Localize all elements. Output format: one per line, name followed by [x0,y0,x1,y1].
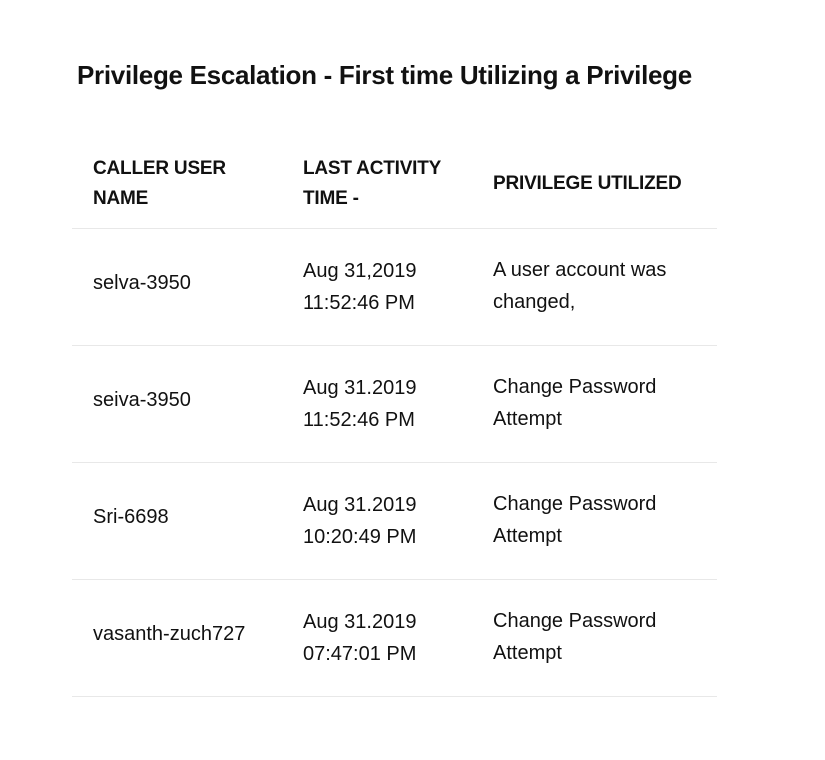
table-row[interactable] [72,229,717,346]
table-header-row [72,140,717,229]
column-header-caller-user-name[interactable] [72,154,303,214]
time-text: 10:20:49 PM [303,526,417,548]
cell-last-activity-time [303,463,493,553]
header-text: TIME - [303,188,359,209]
privilege-text: Attempt [493,642,562,664]
header-text: NAME [93,188,149,209]
date-text: Aug 31,2019 [303,260,417,282]
date-text: Aug 31.2019 [303,611,417,633]
report-title: Privilege Escalation - First time Utilizing a Privilege [77,60,692,90]
table-row[interactable] [72,580,717,697]
cell-caller-user: vasanth-zuch727 [93,623,246,645]
privilege-text: Change Password [493,610,657,632]
time-text: 11:52:46 PM [303,292,415,314]
privilege-escalation-table [72,140,717,697]
privilege-text: A user account was [493,259,667,281]
table-row[interactable] [72,463,717,580]
column-header-last-activity-time[interactable] [303,154,493,214]
cell-last-activity-time [303,229,493,319]
privilege-text: Attempt [493,408,562,430]
privilege-text: changed, [493,291,576,313]
time-text: 11:52:46 PM [303,409,415,431]
cell-last-activity-time [303,346,493,436]
table-row[interactable] [72,346,717,463]
privilege-text: Attempt [493,525,562,547]
header-text: LAST ACTIVITY [303,158,442,179]
cell-last-activity-time [303,580,493,670]
privilege-text: Change Password [493,493,657,515]
privilege-text: Change Password [493,376,657,398]
cell-caller-user: Sri-6698 [93,506,169,528]
cell-privilege-utilized [493,580,717,669]
cell-privilege-utilized [493,229,717,318]
time-text: 07:47:01 PM [303,643,417,665]
column-header-privilege-utilized[interactable] [493,169,717,199]
cell-privilege-utilized [493,463,717,552]
date-text: Aug 31.2019 [303,377,417,399]
header-text: CALLER USER [93,158,226,179]
cell-caller-user: selva-3950 [93,272,191,294]
date-text: Aug 31.2019 [303,494,417,516]
cell-caller-user: seiva-3950 [93,389,191,411]
header-text: PRIVILEGE UTILIZED [493,173,682,194]
cell-privilege-utilized [493,346,717,435]
